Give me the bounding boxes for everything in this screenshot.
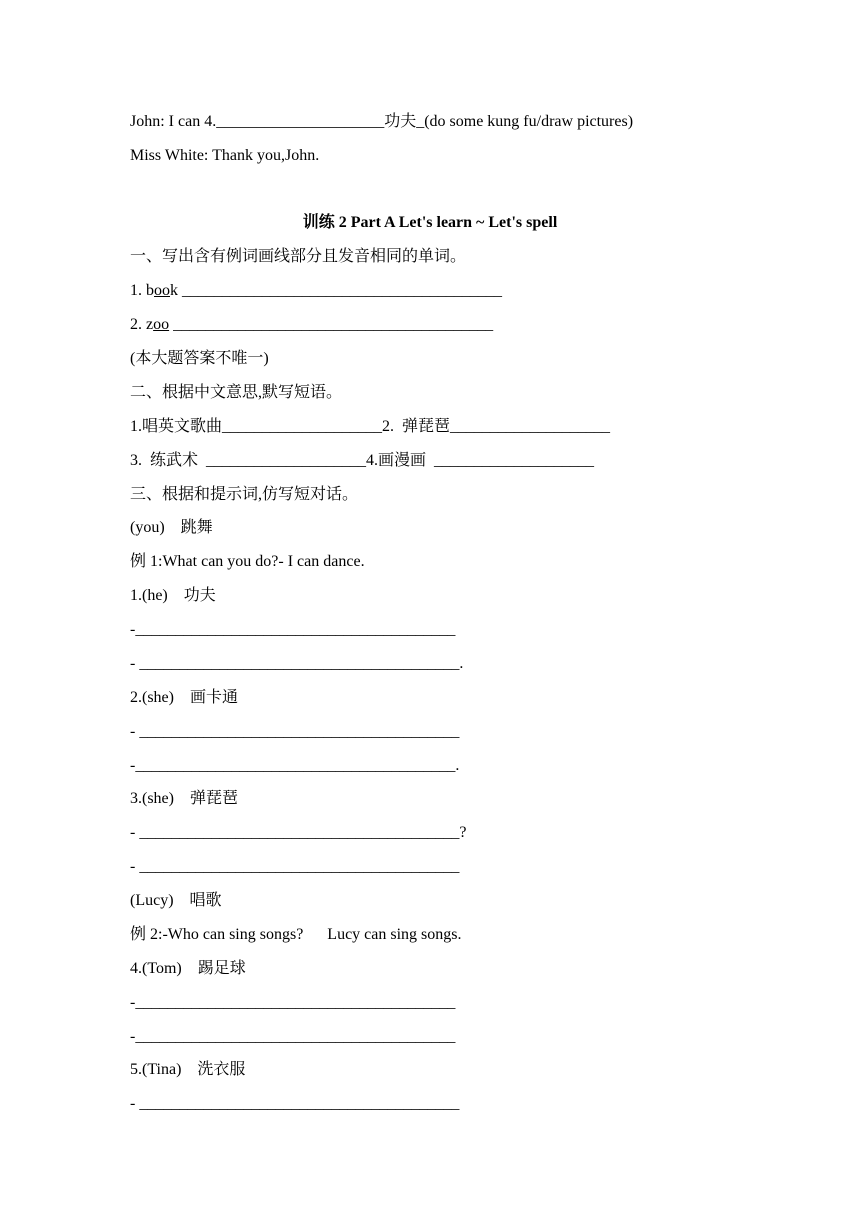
q4-cue: 4.(Tom) 踢足球 [130, 960, 246, 977]
part1-question-1 [130, 281, 502, 301]
q2-answer-line-a: - ________________________________________ [130, 723, 460, 740]
part2-row-1: 1.唱英文歌曲____________________2. 弹琵琶____________________ [130, 418, 611, 435]
q4-answer-line-b: -________________________________________ [130, 1028, 456, 1045]
part3-heading: 三、根据和提示词,仿写短对话。 [130, 486, 359, 503]
part2-heading: 二、根据中文意思,默写短语。 [130, 384, 343, 401]
example2-cue: (Lucy) 唱歌 [130, 892, 222, 909]
q1-answer-line-a: -________________________________________ [130, 621, 456, 638]
example1-cue: (you) 跳舞 [130, 519, 213, 536]
q1-prefix: 1. b [130, 282, 154, 299]
q2-answer-line-b: -________________________________________. [130, 757, 460, 774]
part1-note: (本大题答案不唯一) [130, 350, 269, 367]
q2-prefix: 2. z [130, 316, 154, 333]
q2-cue: 2.(she) 画卡通 [130, 689, 238, 706]
q3-answer-line-b: - ________________________________________ [130, 858, 460, 875]
q1-answer-line-b: - ________________________________________. [130, 655, 464, 672]
example2-dialogue: 例 2:-Who can sing songs? Lucy can sing songs. [130, 926, 462, 943]
q4-answer-line-a: -________________________________________ [130, 994, 456, 1011]
q5-cue: 5.(Tina) 洗衣服 [130, 1061, 246, 1078]
example1-dialogue: 例 1:What can you do?- I can dance. [130, 553, 365, 570]
part1-question-2 [130, 315, 493, 335]
q1-cue: 1.(he) 功夫 [130, 587, 216, 604]
q2-answer-blank: ________________________________________ [169, 316, 494, 333]
q3-cue: 3.(she) 弹琵琶 [130, 790, 238, 807]
q2-underlined-letters: oo [153, 316, 170, 333]
part1-heading: 一、写出含有例词画线部分且发音相同的单词。 [130, 248, 467, 265]
q1-underlined-letters: oo [154, 282, 170, 299]
q3-answer-line-a: - ________________________________________? [130, 824, 467, 841]
section-title: 训练 2 Part A Let's learn ~ Let's spell [302, 214, 558, 231]
q1-answer-blank: k ________________________________________ [170, 282, 502, 299]
miss-white-dialogue-line: Miss White: Thank you,John. [130, 147, 320, 164]
q5-answer-line-a: - ________________________________________ [130, 1095, 460, 1112]
john-dialogue-line: John: I can 4._____________________功夫_(do some kung fu/draw pictures) [130, 113, 634, 130]
part2-row-2: 3. 练武术 ____________________4.画漫画 ____________________ [130, 452, 595, 469]
